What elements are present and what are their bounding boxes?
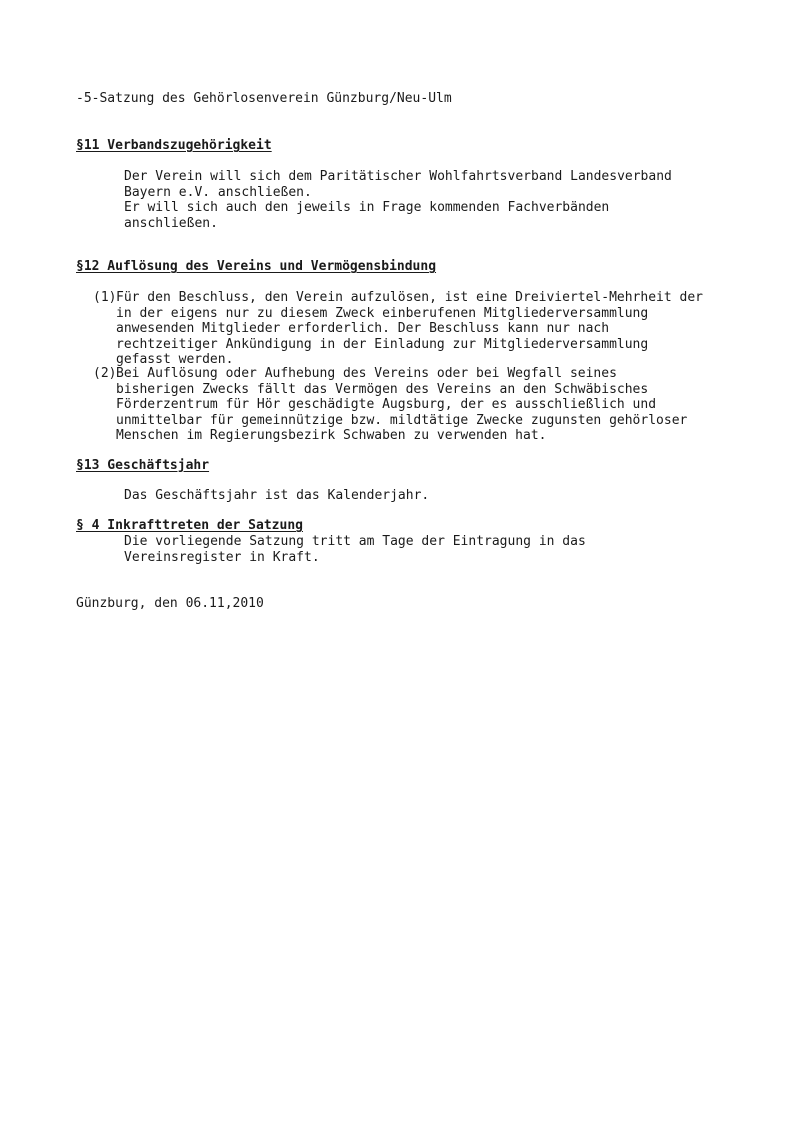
- section-12-item-2: [93, 366, 687, 444]
- section-4-body: Die vorliegende Satzung tritt am Tage der Eintragung in das Vereinsregister in Kraft.: [124, 534, 586, 565]
- section-12-item-1: [93, 290, 703, 368]
- section-13-body: Das Geschäftsjahr ist das Kalenderjahr.: [124, 488, 430, 503]
- item-number: (1): [93, 290, 117, 305]
- place-date-line: Günzburg, den 06.11,2010: [76, 596, 264, 611]
- section-12-heading: §12 Auflösung des Vereins und Vermögensbindung: [76, 259, 437, 274]
- item-text: Bei Auflösung oder Aufhebung des Vereins oder bei Wegfall seines bisherigen Zwecks fällt das Vermögen des Vereins an den Schwäbisches Förderzentrum für Hör geschädigte Augsburg, der es ausschließlich und unmittelbar für gemeinnützige bzw. mildtätige Zwecke zugunsten gehörloser Menschen im Regierungsbezirk Schwaben zu verwenden hat.: [116, 366, 688, 443]
- section-11-heading: §11 Verbandszugehörigkeit: [76, 138, 272, 153]
- section-4-heading: § 4 Inkrafttreten der Satzung: [76, 518, 303, 533]
- page-header: -5-Satzung des Gehörlosenverein Günzburg/Neu-Ulm: [76, 91, 452, 106]
- section-11-body: Der Verein will sich dem Paritätischer Wohlfahrtsverband Landesverband Bayern e.V. anschließen. Er will sich auch den jeweils in Frage kommenden Fachverbänden anschließen.: [124, 169, 672, 231]
- item-number: (2): [93, 366, 117, 381]
- section-13-heading: §13 Geschäftsjahr: [76, 458, 210, 473]
- item-text: Für den Beschluss, den Verein aufzulösen, ist eine Dreiviertel-Mehrheit der in der eigens nur zu diesem Zweck einberufenen Mitgliederversammlung anwesenden Mitglieder erforderlich. Der Beschluss kann nur nach rechtzeitiger Ankündigung in der Einladung zur Mitgliederversammlung gefasst werden.: [116, 290, 703, 367]
